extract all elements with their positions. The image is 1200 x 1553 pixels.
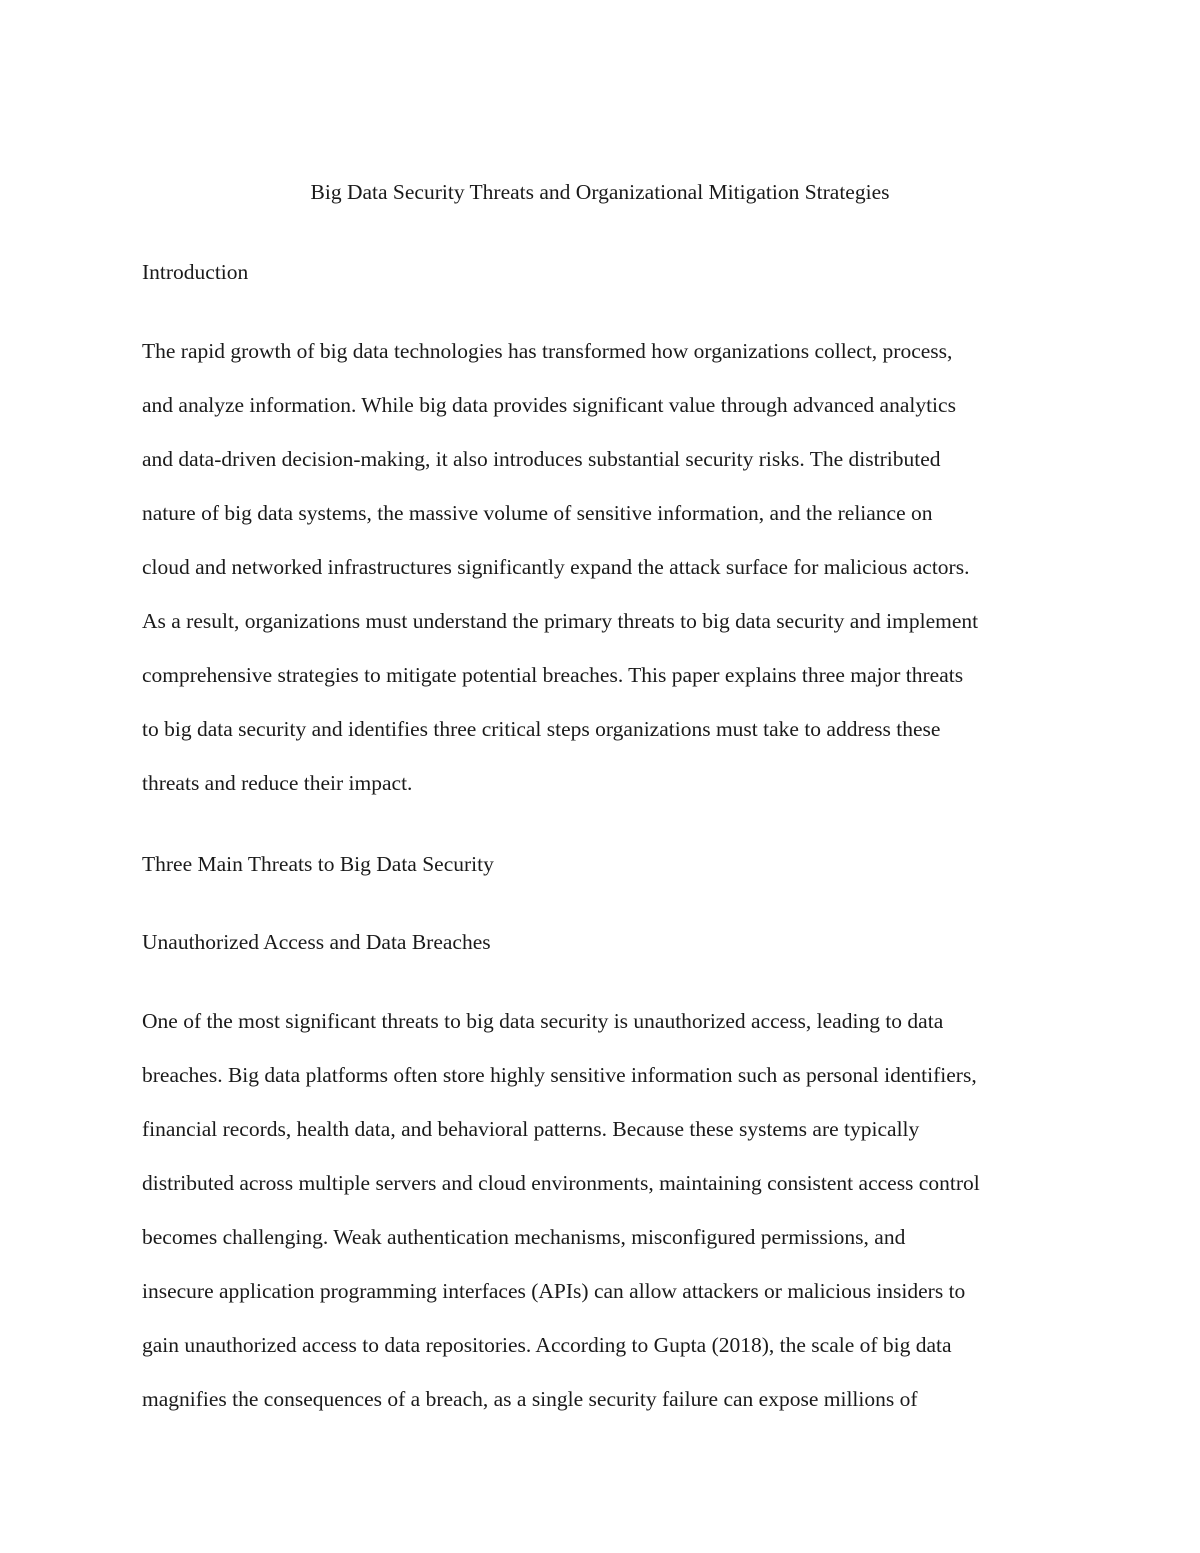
paragraph-line: financial records, health data, and behavioral patterns. Because these systems are typically: [142, 1117, 920, 1141]
introduction-heading: Introduction: [142, 260, 249, 284]
threats-section-heading: Three Main Threats to Big Data Security: [142, 852, 494, 876]
document-title: Big Data Security Threats and Organizational Mitigation Strategies: [310, 180, 890, 204]
paragraph-line: cloud and networked infrastructures significantly expand the attack surface for malicious actors.: [142, 555, 970, 579]
paragraph-line: nature of big data systems, the massive volume of sensitive information, and the reliance on: [142, 501, 933, 525]
paragraph-line: distributed across multiple servers and cloud environments, maintaining consistent access control: [142, 1171, 980, 1195]
paragraph-line: magnifies the consequences of a breach, as a single security failure can expose millions of: [142, 1387, 918, 1411]
paragraph-line: As a result, organizations must understand the primary threats to big data security and implement: [142, 609, 979, 633]
paragraph-line: becomes challenging. Weak authentication mechanisms, misconfigured permissions, and: [142, 1225, 906, 1249]
paragraph-line: insecure application programming interfaces (APIs) can allow attackers or malicious insiders to: [142, 1279, 966, 1303]
paragraph-line: threats and reduce their impact.: [142, 771, 413, 795]
paragraph-line: One of the most significant threats to big data security is unauthorized access, leading to data: [142, 1009, 944, 1033]
paragraph-line: and analyze information. While big data provides significant value through advanced analytics: [142, 393, 956, 417]
paragraph-line: The rapid growth of big data technologies has transformed how organizations collect, process,: [142, 339, 953, 363]
paragraph-line: and data-driven decision-making, it also introduces substantial security risks. The distributed: [142, 447, 941, 471]
paragraph-line: breaches. Big data platforms often store highly sensitive information such as personal identifiers,: [142, 1063, 977, 1087]
paragraph-line: comprehensive strategies to mitigate potential breaches. This paper explains three major threats: [142, 663, 964, 687]
unauthorized-access-heading: Unauthorized Access and Data Breaches: [142, 930, 491, 954]
paragraph-line: to big data security and identifies three critical steps organizations must take to address these: [142, 717, 941, 741]
paragraph-line: gain unauthorized access to data repositories. According to Gupta (2018), the scale of big data: [142, 1333, 952, 1357]
